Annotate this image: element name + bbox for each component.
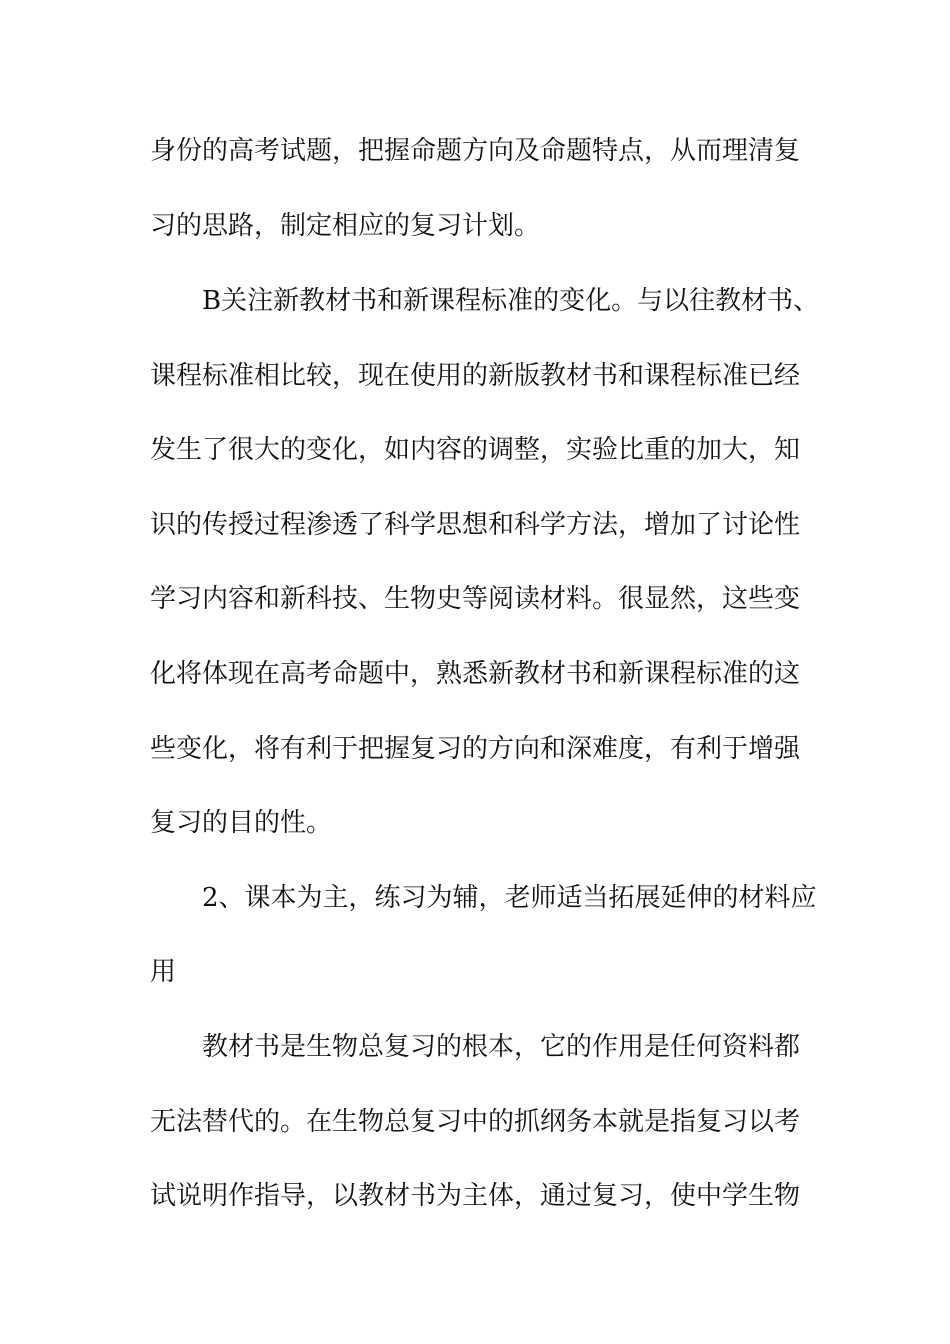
text-line: 无法替代的。在生物总复习中的抓纲务本就是指复习以考 <box>150 1107 801 1137</box>
text-line: 识的传授过程渗透了科学思想和科学方法，增加了讨论性 <box>150 510 801 540</box>
text-line: 些变化，将有利于把握复习的方向和深难度，有利于增强 <box>150 734 801 764</box>
text-line: 习的思路，制定相应的复习计划。 <box>150 211 541 241</box>
text-line: 复习的目的性。 <box>150 808 333 838</box>
section-heading-line: 2、课本为主，练习为辅，老师适当拓展延伸的材料应 <box>202 883 817 913</box>
text-line: 发生了很大的变化，如内容的调整，实验比重的加大，知 <box>150 435 801 465</box>
text-line: 化将体现在高考命题中，熟悉新教材书和新课程标准的这 <box>150 659 801 689</box>
text-line: 课程标准相比较，现在使用的新版教材书和课程标准已经 <box>150 361 801 391</box>
section-heading-line: 用 <box>150 957 177 987</box>
paragraph-start-line: B关注新教材书和新课程标准的变化。与以往教材书、 <box>202 286 820 316</box>
text-line: 学习内容和新科技、生物史等阅读材料。很显然，这些变 <box>150 584 801 614</box>
text-line: 试说明作指导，以教材书为主体，通过复习，使中学生物 <box>150 1181 801 1211</box>
text-line: 身份的高考试题，把握命题方向及命题特点，从而理清复 <box>150 136 801 166</box>
paragraph-start-line: 教材书是生物总复习的根本，它的作用是任何资料都 <box>202 1032 801 1062</box>
